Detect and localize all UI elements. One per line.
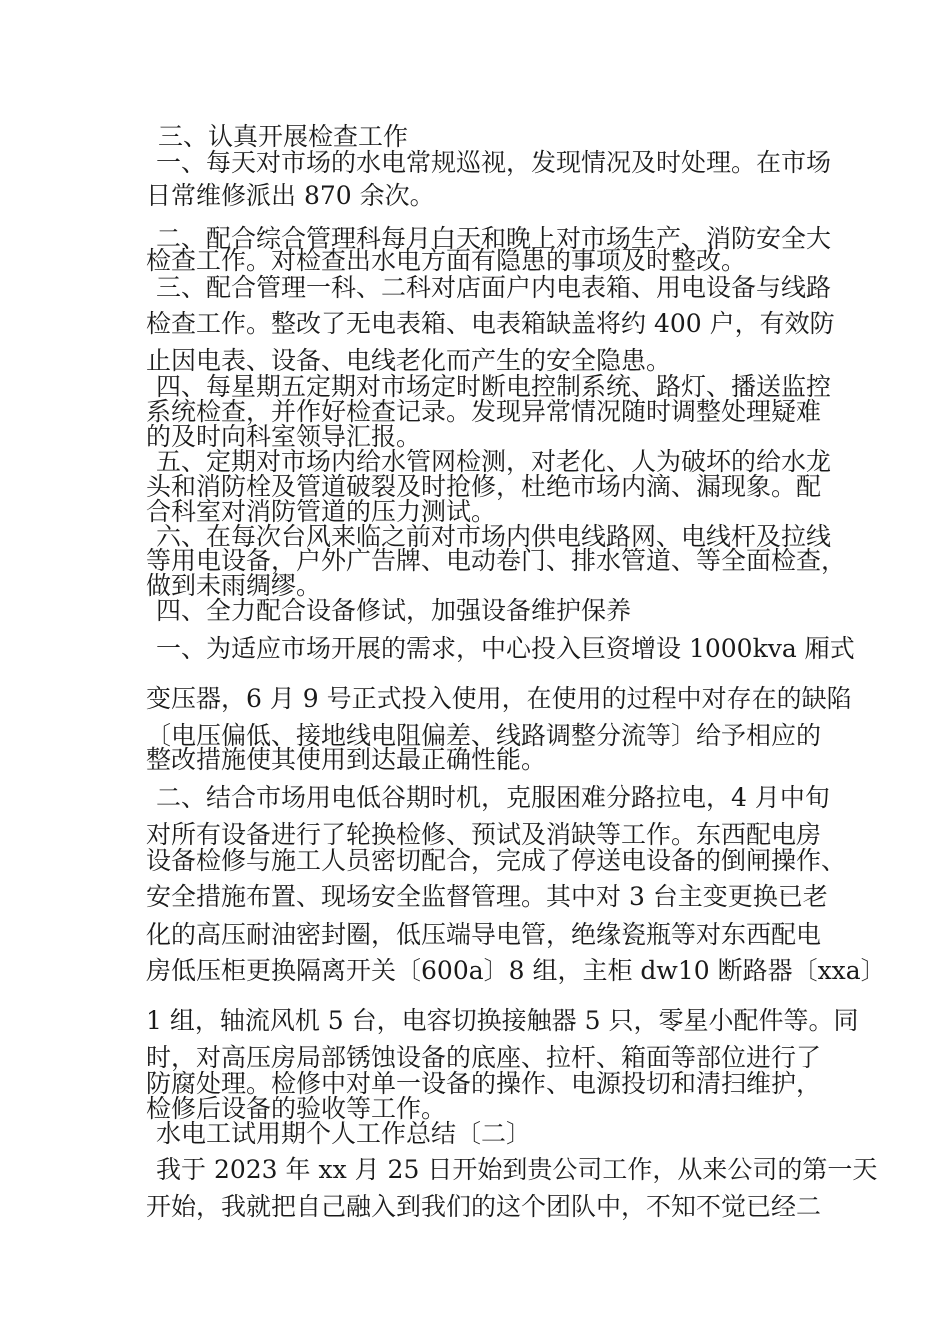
- section-heading: 水电工试用期个人工作总结〔二〕: [156, 1119, 532, 1148]
- text-line: 一、为适应市场开展的需求，中心投入巨资增设 1000kva 厢式: [156, 634, 855, 663]
- text-line: 等用电设备，户外广告牌、电动卷门、排水管道、等全面检查，: [146, 546, 847, 575]
- text-line: 做到未雨绸缪。: [146, 571, 322, 600]
- text-line: 止因电表、设备、电线老化而产生的安全隐患。: [146, 346, 672, 375]
- text-line: 整改措施使其使用到达最正确性能。: [146, 745, 547, 774]
- text-line: 四、每星期五定期对市场定时断电控制系统、路灯、播送监控: [156, 372, 832, 401]
- text-line: 〔电压偏低、接地线电阻偏差、线路调整分流等〕给予相应的: [146, 721, 822, 750]
- text-line: 1 组，轴流风机 5 台，电容切换接触器 5 只，零星小配件等。同: [146, 1006, 859, 1035]
- text-line: 化的高压耐油密封圈，低压端导电管，绝缘瓷瓶等对东西配电: [146, 920, 822, 949]
- text-line: 的及时向科室领导汇报。: [146, 422, 422, 451]
- text-line: 开始，我就把自己融入到我们的这个团队中，不知不觉已经二: [146, 1192, 822, 1221]
- text-line: 六、在每次台风来临之前对市场内供电线路网、电线杆及拉线: [156, 522, 832, 551]
- text-line: 变压器，6 月 9 号正式投入使用，在使用的过程中对存在的缺陷: [146, 684, 852, 713]
- text-line: 设备检修与施工人员密切配合，完成了停送电设备的倒闸操作、: [146, 846, 847, 875]
- text-line: 系统检查，并作好检查记录。发现异常情况随时调整处理疑难: [146, 397, 822, 426]
- text-line: 合科室对消防管道的压力测试。: [146, 497, 497, 526]
- text-line: 时，对高压房局部锈蚀设备的底座、拉杆、箱面等部位进行了: [146, 1043, 822, 1072]
- text-line: 头和消防栓及管道破裂及时抢修，杜绝市场内滴、漏现象。配: [146, 472, 822, 501]
- text-line: 二、结合市场用电低谷期时机，克服困难分路拉电，4 月中旬: [156, 783, 830, 812]
- text-line: 一、每天对市场的水电常规巡视，发现情况及时处理。在市场: [156, 148, 832, 177]
- text-line: 房低压柜更换隔离开关〔600a〕8 组，主柜 dw10 断路器〔xxa〕: [146, 956, 886, 985]
- text-line: 我于 2023 年 xx 月 25 日开始到贵公司工作，从来公司的第一天: [156, 1155, 878, 1184]
- text-line: 检查工作。对检查出水电方面有隐患的事项及时整改。: [146, 246, 747, 275]
- text-line: 检修后设备的验收等工作。: [146, 1094, 447, 1123]
- text-line: 对所有设备进行了轮换检修、预试及消缺等工作。东西配电房: [146, 820, 822, 849]
- text-line: 安全措施布置、现场安全监督管理。其中对 3 台主变更换已老: [146, 882, 828, 911]
- text-line: 三、配合管理一科、二科对店面户内电表箱、用电设备与线路: [156, 273, 832, 302]
- text-line: 日常维修派出 870 余次。: [146, 181, 435, 210]
- section-heading: 四、全力配合设备修试，加强设备维护保养: [156, 596, 632, 625]
- text-line: 三、认真开展检查工作: [158, 122, 409, 151]
- text-line: 五、定期对市场内给水管网检测，对老化、人为破坏的给水龙: [156, 447, 832, 476]
- text-line: 二、配合综合管理科每月白天和晚上对市场生产、消防安全大: [156, 224, 832, 253]
- text-line: 检查工作。整改了无电表箱、电表箱缺盖将约 400 户，有效防: [146, 309, 835, 338]
- text-line: 防腐处理。检修中对单一设备的操作、电源投切和清扫维护，: [146, 1069, 822, 1098]
